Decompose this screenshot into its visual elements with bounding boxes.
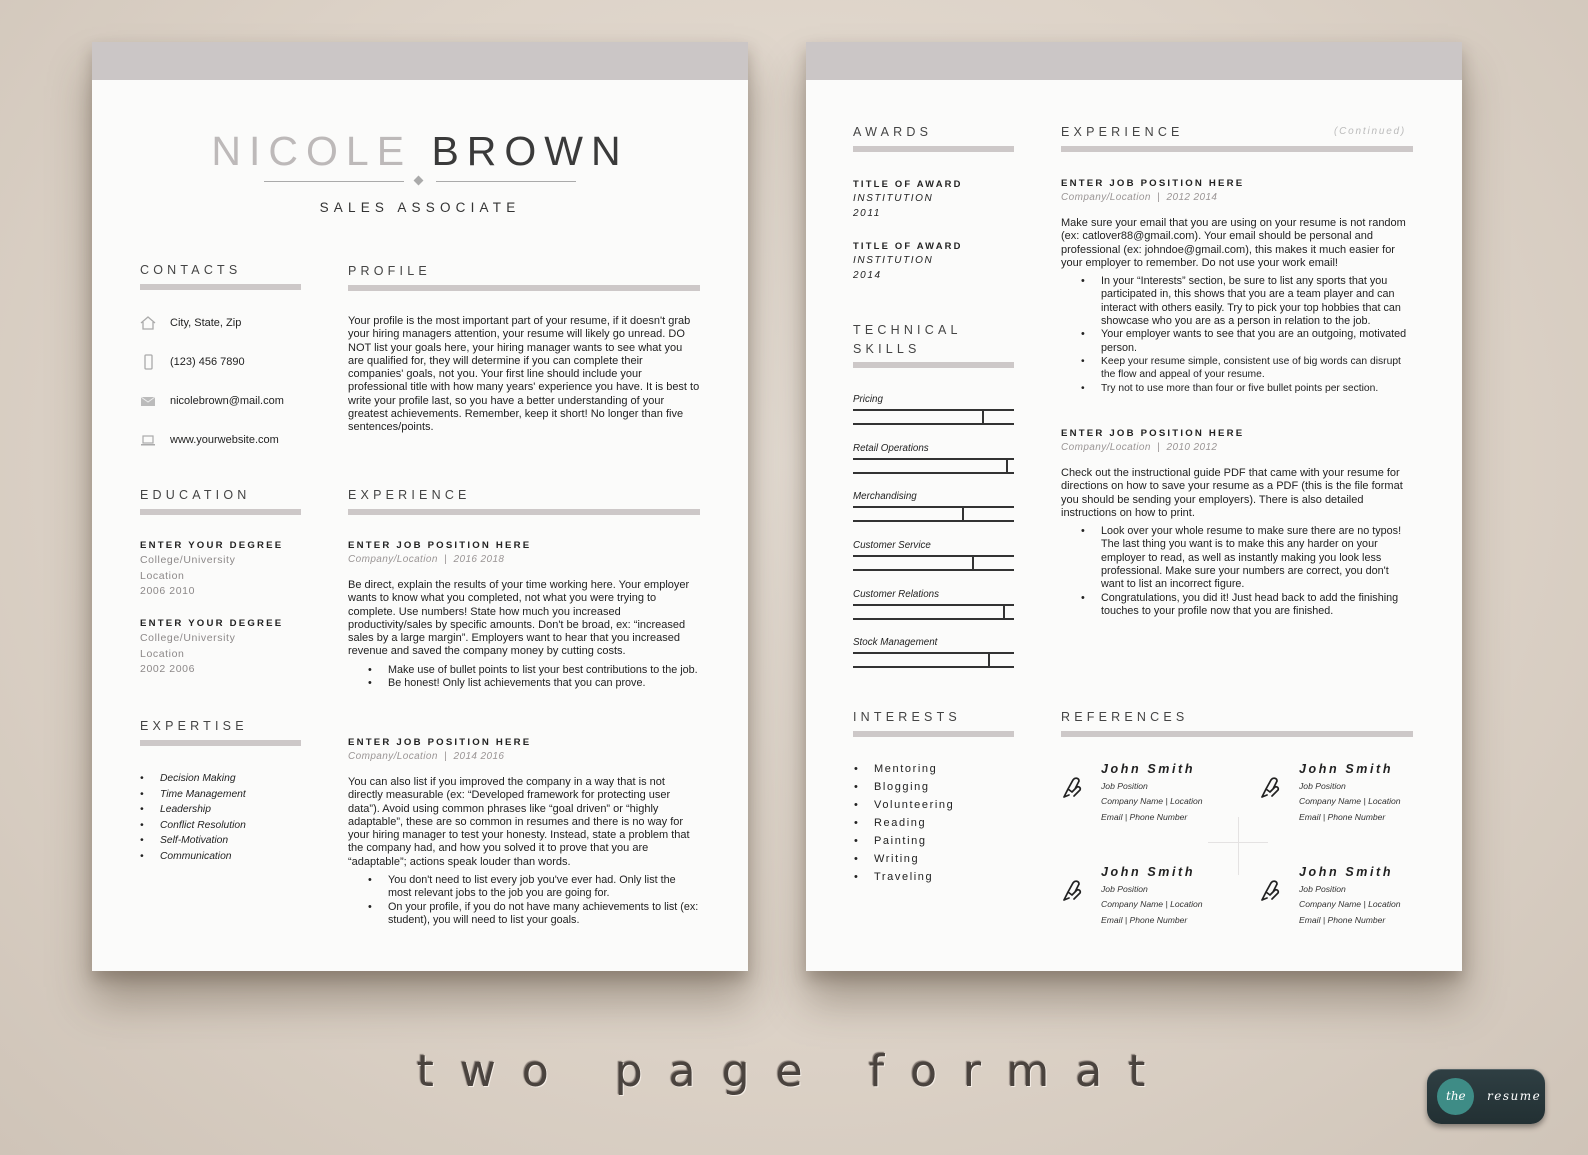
reference-name: John Smith xyxy=(1299,762,1394,776)
job-description: Check out the instructional guide PDF that came with your resume for directions on how to save your resume as a PDF (this is the file format you should be sending your employers). There is also detailed instructions on how to print. xyxy=(1061,467,1403,519)
reference-card xyxy=(1061,762,1231,832)
award-institution: INSTITUTION xyxy=(853,193,934,204)
job-meta: Company/Location | 2012 2014 xyxy=(1061,192,1218,203)
job-position: ENTER JOB POSITION HERE xyxy=(1061,428,1245,439)
reference-company: Company Name | Location xyxy=(1299,899,1401,909)
reference-card xyxy=(1259,865,1429,935)
list-item: • Try not to use more than four or five bullet points per section. xyxy=(1101,382,1413,395)
award-year: 2011 xyxy=(853,208,881,219)
references-divider-horizontal xyxy=(1208,842,1268,843)
skill-bar xyxy=(853,458,1014,474)
job-meta: Company/Location | 2010 2012 xyxy=(1061,442,1218,453)
resume-page-2: AWARDS TITLE OF AWARD INSTITUTION 2011 TITLE OF AWARD INSTITUTION 2014 TECHNICAL SKILLS Pricing Retail Operations Merchandising Customer Service Customer Relations Stock Management INTERESTS Mentoring Blogging Volunteering Reading Painting Writing Traveling EXPERIENCE (Continued) ENTER JOB POSITION HERE Company/Location | 2012 2014 Make sure your email that you are using on your resume is not random (ex: catlover88@gmail.com). Your email should be personal and professional (ex: johndoe@gmail.com), this makes it much easier for your employer to remember. Do not use your work email! • In your “Interests” section, be sure to list any sports that you participated in, this shows that you are a team player and can interact with others easily. Try to pick your top hobbies that can showcase who you are as a person in relation to the job. • Your employer wants to see that you are an outgoing, motivated person. • Keep your resume simple, consistent use of big words can disrupt the flow and appeal of your resume. • Try not to use more than four or five bullet points per section. ENTER JOB POSITION HERE Company/Location | 2010 2012 Check out the instructional guide PDF that came with your resume for directions on how to save your resume as a PDF (this is the file format you should be sending your employers). There is also detailed instructions on how to print. • Look over your whole resume to make sure there are no typos! The last thing you want is to make this any harder on your employer to read, as well as instantly making you look less professional. Make sure your numbers are correct, you don't want to list an incorrect figure. • Congratulations, you did it! Just head back to add the finishing touches to your profile now that you are finished. REFERENCES John Smith Job Position Company Name | Location Email | Phone Number John Smith Job Position Company Name | Location Email | Phone Number John Smith Job Position Company Name | Location Email | Phone Number John Smith Job Position Company Name | Location Email | Phone Number xyxy=(806,42,1462,971)
reference-contact: Email | Phone Number xyxy=(1101,812,1188,822)
skill-bar xyxy=(853,506,1014,522)
award-entry xyxy=(853,178,963,219)
job-bullets xyxy=(348,664,700,691)
technical-skills-heading: TECHNICAL SKILLS xyxy=(853,323,962,356)
skill-bar xyxy=(853,652,1014,668)
job-entry xyxy=(348,540,700,690)
job-description: You can also list if you improved the company in a way that is not directly measurable (ex: “Developed framework for protecting user data”). Avoid using common phrases like “goal driven” or “highly adaptable”, these are so common in resumes and there is no way for your hiring manager to test your honesty. Instead, state a problem that the company had, and how you solved it to prove that you are “adaptable”; actions speak louder than words. xyxy=(348,776,690,868)
reference-name: John Smith xyxy=(1299,865,1394,879)
first-name: NICOLE xyxy=(211,128,413,174)
job-entry xyxy=(348,737,700,927)
reference-company: Company Name | Location xyxy=(1101,796,1203,806)
award-title: TITLE OF AWARD xyxy=(853,240,963,251)
list-item: • Self-Motivation xyxy=(160,833,360,849)
education-years: 2006 2010 xyxy=(140,585,196,597)
school: College/University xyxy=(140,632,236,644)
brand-badge-resume: resume xyxy=(1487,1089,1542,1103)
list-item: • In your “Interests” section, be sure to list any sports that you participated in, this shows that you are a team player and can interact with others easily. Try to pick your top hobbies that can showcase who you are as a person in relation to the job. xyxy=(1101,275,1413,328)
pen-hand-icon xyxy=(1061,775,1085,801)
reference-position: Job Position xyxy=(1299,781,1346,791)
skill-level-marker xyxy=(972,555,974,569)
page-top-bar xyxy=(806,42,1462,80)
laptop-icon xyxy=(140,432,156,448)
references-rule xyxy=(1061,731,1413,737)
skill-level-marker xyxy=(1006,458,1008,472)
skill-label: Pricing xyxy=(853,394,883,405)
job-meta: Company/Location | 2014 2016 xyxy=(348,751,505,762)
skill-bar xyxy=(853,555,1014,571)
award-entry xyxy=(853,240,963,281)
job-years: 2012 2014 xyxy=(1166,192,1218,203)
skill-bar xyxy=(853,604,1014,620)
job-bullets xyxy=(1061,525,1413,618)
phone-icon xyxy=(140,354,156,370)
profile-text: Your profile is the most important part of your resume, if it doesn't grab your hiring managers attention, your resume will likely go unread. DO NOT list your goals here, your hiring manager wants to see what you are qualified for, they will determine if you can complete their companies' goals, not you. Your first line should include your professional title with how many years' experience you have. It is best to write your profile last, so you have a better understanding of your greatest achievements. Remember, keep it short! No longer than five sentences/points. xyxy=(348,315,700,434)
reference-card xyxy=(1259,762,1429,832)
list-item: • Leadership xyxy=(160,802,360,818)
experience-heading: EXPERIENCE xyxy=(348,488,471,502)
name-divider-diamond xyxy=(414,176,424,186)
expertise-rule xyxy=(140,740,301,746)
home-icon xyxy=(140,315,156,331)
last-name: BROWN xyxy=(431,128,629,174)
skill-label: Stock Management xyxy=(853,637,938,648)
contacts-rule xyxy=(140,284,301,290)
school-location: Location xyxy=(140,647,185,660)
list-item: • Look over your whole resume to make sure there are no typos! The last thing you want is to make this any harder on your employer to read, as well as instantly making you look less professional. Make sure your numbers are correct, you don't want to list an incorrect figure. xyxy=(1101,525,1413,591)
job-description: Make sure your email that you are using on your resume is not random (ex: catlover88@gmail.com). Your email should be personal and professional (ex: johndoe@gmail.com), this makes it much easier for your employer to remember. Do not use your work email! xyxy=(1061,217,1406,269)
list-item: • Conflict Resolution xyxy=(160,818,360,834)
profile-rule xyxy=(348,285,700,291)
pen-hand-icon xyxy=(1061,878,1085,904)
education-rule xyxy=(140,509,301,515)
job-entry xyxy=(1061,178,1413,395)
job-meta: Company/Location | 2016 2018 xyxy=(348,554,505,565)
reference-name: John Smith xyxy=(1101,762,1196,776)
experience-continued-heading: EXPERIENCE xyxy=(1061,125,1184,139)
expertise-heading: EXPERTISE xyxy=(140,719,248,733)
footer-caption: two page format xyxy=(416,1046,1172,1097)
interests-rule xyxy=(853,731,1014,737)
continued-label: (Continued) xyxy=(1334,126,1407,137)
job-entry xyxy=(1061,428,1413,618)
references-divider-vertical xyxy=(1238,817,1239,875)
skill-label: Merchandising xyxy=(853,491,917,502)
job-company: Company/Location xyxy=(1061,442,1151,453)
reference-card xyxy=(1061,865,1231,935)
references-heading: REFERENCES xyxy=(1061,710,1189,724)
list-item: • Keep your resume simple, consistent use of big words can disrupt the flow and appeal of your resume. xyxy=(1101,355,1413,382)
job-position: ENTER JOB POSITION HERE xyxy=(1061,178,1245,189)
school: College/University xyxy=(140,554,236,566)
list-item: • Time Management xyxy=(160,787,360,803)
education-heading: EDUCATION xyxy=(140,488,251,502)
profile-heading: PROFILE xyxy=(348,264,431,278)
brand-badge[interactable] xyxy=(1427,1069,1545,1124)
job-company: Company/Location xyxy=(1061,192,1151,203)
name-divider-right xyxy=(436,181,576,182)
pen-hand-icon xyxy=(1259,878,1283,904)
name-divider-left xyxy=(264,181,404,182)
job-position: ENTER JOB POSITION HERE xyxy=(348,737,532,748)
awards-rule xyxy=(853,146,1014,152)
job-description: Be direct, explain the results of your time working here. Your employer wants to know what you completed, not what you were trying to complete. Use numbers! State how much you increased productivity/sales by specific amounts. Don't be broad, ex: “increased sales by a large margin”. Employers want to hear that you increased revenue and saved the company money by cutting costs. xyxy=(348,579,690,658)
job-company: Company/Location xyxy=(348,751,438,762)
job-bullets xyxy=(1061,275,1413,395)
award-institution: INSTITUTION xyxy=(853,255,934,266)
education-entry xyxy=(140,540,310,600)
skill-bar xyxy=(853,409,1014,425)
expertise-list xyxy=(120,771,360,865)
job-years: 2010 2012 xyxy=(1166,442,1218,453)
list-item: • On your profile, if you do not have many achievements to list (ex: student), you will need to list your goals. xyxy=(388,901,700,928)
resume-name xyxy=(92,128,748,175)
award-year: 2014 xyxy=(853,270,882,281)
experience-continued-rule xyxy=(1061,146,1413,152)
list-item: • You don't need to list every job you've ever had. Only list the most relevant jobs to the job you are going for. xyxy=(388,874,700,901)
reference-position: Job Position xyxy=(1101,781,1148,791)
reference-company: Company Name | Location xyxy=(1101,899,1203,909)
brand-badge-the: the xyxy=(1446,1089,1466,1103)
reference-name: John Smith xyxy=(1101,865,1196,879)
interests-heading: INTERESTS xyxy=(853,710,961,724)
skill-level-marker xyxy=(1003,604,1005,618)
awards-heading: AWARDS xyxy=(853,125,933,139)
list-item: • Decision Making xyxy=(160,771,360,787)
award-title: TITLE OF AWARD xyxy=(853,178,963,189)
degree: ENTER YOUR DEGREE xyxy=(140,618,284,629)
job-years: 2014 2016 xyxy=(453,751,505,762)
job-company: Company/Location xyxy=(348,554,438,565)
reference-contact: Email | Phone Number xyxy=(1101,915,1188,925)
job-position: ENTER JOB POSITION HERE xyxy=(348,540,532,551)
reference-company: Company Name | Location xyxy=(1299,796,1401,806)
education-entry xyxy=(140,618,310,678)
school-location: Location xyxy=(140,569,185,582)
list-item: • Congratulations, you did it! Just head back to add the finishing touches to your profile now that you are finished. xyxy=(1101,592,1413,619)
skill-label: Customer Relations xyxy=(853,589,940,600)
contacts-heading: CONTACTS xyxy=(140,263,242,277)
education-years: 2002 2006 xyxy=(140,663,196,675)
reference-contact: Email | Phone Number xyxy=(1299,812,1386,822)
reference-position: Job Position xyxy=(1101,884,1148,894)
pen-hand-icon xyxy=(1259,775,1283,801)
mail-icon xyxy=(140,393,156,409)
job-bullets xyxy=(348,874,700,927)
resume-page-1: NICOLE BROWN SALES ASSOCIATE CONTACTS City, State, Zip (123) 456 7890 nicolebrown@mail.com www.yourwebsite.com PROFILE Your profile is the most important part of your resume, if it doesn't grab your hiring managers attention, your resume will likely go unread. DO NOT list your goals here, your hiring manager wants to see what you are qualified for, they will determine if you can complete their companies' goals, not you. Your first line should include your professional title with how many years' experience you have. It is best to write your profile last, so you have a better understanding of your greatest achievements. Remember, keep it short! No longer than five sentences/points. EDUCATION ENTER YOUR DEGREE College/University Location 2006 2010 ENTER YOUR DEGREE College/University Location 2002 2006 EXPERTISE • Decision Making • Time Management • Leadership • Conflict Resolution • Self-Motivation • Communication EXPERIENCE ENTER JOB POSITION HERE Company/Location | 2016 2018 Be direct, explain the results of your time working here. Your employer wants to know what you completed, not what you were trying to complete. Use numbers! State how much you increased productivity/sales by specific amounts. Don't be broad, ex: “increased sales by a large margin”. Employers want to hear that you increased revenue and saved the company money by cutting costs. • Make use of bullet points to list your best contributions to the job. • Be honest! Only list achievements that you can prove. ENTER JOB POSITION HERE Company/Location | 2014 2016 You can also list if you improved the company in a way that is not directly measurable (ex: “Developed framework for protecting user data”). Avoid using common phrases like “goal driven” or “highly adaptable”, these are so common in resumes and there is no way for your hiring manager to test your honesty. Instead, state a problem that the company had, and how you solved it to prove that you are “adaptable”; actions speak louder than words. • You don't need to list every job you've ever had. Only list the most relevant jobs to the job you are going for. • On your profile, if you do not have many achievements to list (ex: student), you will need to list your goals. xyxy=(92,42,748,971)
list-item: • Make use of bullet points to list your best contributions to the job. xyxy=(388,664,700,677)
skill-label: Customer Service xyxy=(853,540,931,551)
list-item: • Communication xyxy=(160,849,360,865)
list-item: • Your employer wants to see that you are an outgoing, motivated person. xyxy=(1101,328,1413,355)
technical-skills-rule xyxy=(853,362,1014,368)
skill-label: Retail Operations xyxy=(853,443,929,454)
skill-level-marker xyxy=(988,652,990,666)
skill-level-marker xyxy=(962,506,964,520)
page-top-bar xyxy=(92,42,748,80)
experience-rule xyxy=(348,509,700,515)
reference-contact: Email | Phone Number xyxy=(1299,915,1386,925)
degree: ENTER YOUR DEGREE xyxy=(140,540,284,551)
skill-level-marker xyxy=(982,409,984,423)
list-item: • Be honest! Only list achievements that you can prove. xyxy=(388,677,700,690)
job-years: 2016 2018 xyxy=(453,554,505,565)
reference-position: Job Position xyxy=(1299,884,1346,894)
job-title: SALES ASSOCIATE xyxy=(319,200,521,215)
